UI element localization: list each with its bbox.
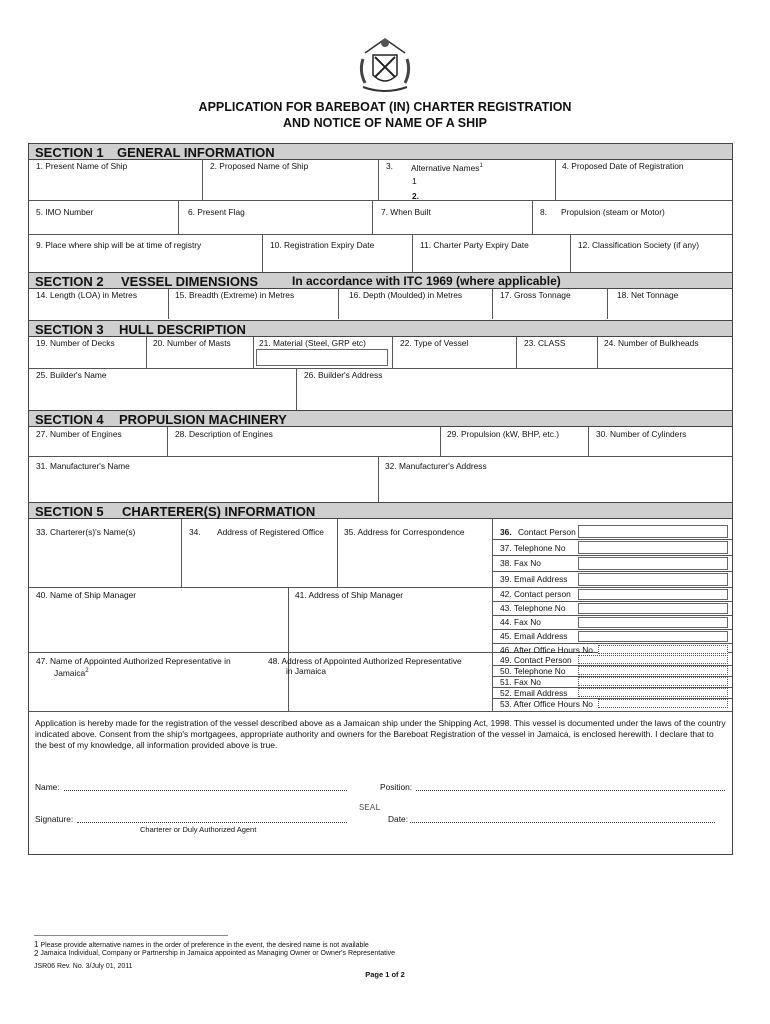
- field-47-label: 47. Name of Appointed Authorized Representative in Jamaica$^2$: [36, 656, 231, 678]
- rep-email-input[interactable]: [578, 688, 728, 697]
- alt-name-1: 1: [412, 176, 417, 186]
- footnote-2: 2 Jamaica Individual, Company or Partnership in Jamaica appointed as Managing Owner or Owner's Representative: [34, 949, 396, 958]
- field-35-label: 35. Address for Correspondence: [344, 527, 465, 537]
- agent-caption: Charterer or Duly Authorized Agent: [140, 825, 257, 834]
- field-25-label: 25. Builder's Name: [36, 370, 107, 380]
- field-52-label: 52. Email Address: [500, 688, 568, 698]
- field-45-label: 45. Email Address: [500, 631, 568, 641]
- field-41-label: 41. Address of Ship Manager: [295, 590, 404, 600]
- form-title-line1: APPLICATION FOR BAREBOAT (IN) CHARTER REGISTRATION: [198, 100, 572, 114]
- name-input[interactable]: [64, 781, 347, 791]
- field-49-label: 49. Contact Person: [500, 655, 572, 665]
- contact-person-input[interactable]: [578, 525, 728, 538]
- section3-header: [29, 320, 732, 337]
- section1-number: SECTION 1: [35, 145, 104, 160]
- footnote-rule: [34, 935, 228, 936]
- section2-note: In accordance with ITC 1969 (where applicable): [292, 274, 561, 288]
- date-label: Date:: [388, 814, 409, 824]
- alt-name-2: 2.: [412, 191, 419, 201]
- field-15-label: 15. Breadth (Extreme) in Metres: [175, 290, 295, 300]
- position-input[interactable]: [416, 781, 725, 791]
- field-39-label: 39. Email Address: [500, 574, 568, 584]
- rep-telephone-input[interactable]: [578, 666, 728, 675]
- field-1-label: 1. Present Name of Ship: [36, 161, 128, 171]
- signature-label: Signature:: [35, 814, 74, 824]
- field-26-label: 26. Builder's Address: [304, 370, 383, 380]
- field-20-label: 20. Number of Masts: [153, 338, 231, 348]
- footnote-1: 1 Please provide alternative names in the order of preference in the event, the desired name is not available: [34, 940, 369, 949]
- field-34-label: 34.: [189, 527, 201, 537]
- field-36-text: Contact Person: [518, 527, 576, 537]
- field-37-label: 37. Telephone No: [500, 543, 566, 553]
- field-30-label: 30. Number of Cylinders: [596, 429, 687, 439]
- field-17-label: 17. Gross Tonnage: [500, 290, 571, 300]
- revision-note: JSR06 Rev. No. 3/July 01, 2011: [34, 963, 133, 970]
- section2-number: SECTION 2: [35, 274, 104, 289]
- field-34-text: Address of Registered Office: [217, 527, 324, 537]
- field-9-label: 9. Place where ship will be at time of registry: [36, 240, 202, 250]
- form-title-line2: AND NOTICE OF NAME OF A SHIP: [283, 116, 487, 130]
- field-4-label: 4. Proposed Date of Registration: [562, 161, 684, 171]
- field-28-label: 28. Description of Engines: [175, 429, 273, 439]
- section3-title: HULL DESCRIPTION: [119, 322, 246, 337]
- field-27-label: 27. Number of Engines: [36, 429, 122, 439]
- signature-input[interactable]: [77, 813, 347, 823]
- manager-fax-input[interactable]: [578, 617, 728, 628]
- field-43-label: 43. Telephone No: [500, 603, 566, 613]
- field-8-label: 8.: [540, 207, 547, 217]
- section1-title: GENERAL INFORMATION: [117, 145, 275, 160]
- field-46-label: 46. After Office Hours No: [500, 645, 593, 655]
- field-3-alt-label: Alternative Names$^1$: [411, 162, 483, 173]
- section5-title: CHARTERER(S) INFORMATION: [122, 504, 316, 519]
- field-22-label: 22. Type of Vessel: [400, 338, 469, 348]
- field-19-label: 19. Number of Decks: [36, 338, 115, 348]
- telephone-input[interactable]: [578, 541, 728, 554]
- field-48-label: 48. Address of Appointed Authorized Representative in Jamaica: [268, 656, 462, 676]
- section4-title: PROPULSION MACHINERY: [119, 412, 287, 427]
- field-10-label: 10. Registration Expiry Date: [270, 240, 375, 250]
- field-24-label: 24. Number of Bulkheads: [604, 338, 699, 348]
- name-label: Name:: [35, 782, 60, 792]
- seal-text: SEAL: [359, 803, 381, 813]
- field-31-label: 31. Manufacturer's Name: [36, 461, 130, 471]
- section1-header: [29, 143, 732, 160]
- manager-telephone-input[interactable]: [578, 603, 728, 614]
- field-29-label: 29. Propulsion (kW, BHP, etc.): [447, 429, 560, 439]
- field-18-label: 18. Net Tonnage: [617, 290, 679, 300]
- field-36-label: 36.: [500, 527, 512, 537]
- manager-email-input[interactable]: [578, 631, 728, 642]
- field-42-label: 42. Contact person: [500, 589, 571, 599]
- section3-number: SECTION 3: [35, 322, 104, 337]
- rep-fax-input[interactable]: [578, 677, 728, 686]
- section2-title: VESSEL DIMENSIONS: [121, 274, 259, 289]
- field-3-label: 3.: [386, 161, 393, 171]
- field-2-label: 2. Proposed Name of Ship: [210, 161, 309, 171]
- rep-contact-input[interactable]: [578, 655, 728, 664]
- field-5-label: 5. IMO Number: [36, 207, 94, 217]
- field-50-label: 50. Telephone No: [500, 666, 566, 676]
- field-44-label: 44. Fax No: [500, 617, 541, 627]
- section5-number: SECTION 5: [35, 504, 104, 519]
- field-14-label: 14. Length (LOA) in Metres: [36, 290, 138, 300]
- field-38-label: 38. Fax No: [500, 558, 541, 568]
- coat-of-arms: [355, 33, 415, 95]
- field-12-label: 12. Classification Society (if any): [578, 240, 700, 250]
- fax-input[interactable]: [578, 557, 728, 570]
- field-40-label: 40. Name of Ship Manager: [36, 590, 137, 600]
- manager-contact-input[interactable]: [578, 589, 728, 600]
- page-number: Page 1 of 2: [365, 970, 405, 979]
- section2-header: [29, 272, 732, 289]
- field-7-label: 7. When Built: [381, 207, 431, 217]
- field-33-label: 33. Charterer(s)'s Name(s): [36, 527, 136, 537]
- declaration-text: Application is hereby made for the registration of the vessel described above as a Jamaican ship under the Shipping Act, 1998. This vessel is documented under the laws of the country indicated above. Consent from the ship's mortgagees, appropriate authority and owners for the Bareboat Registration of the vessel in Jamaica, is enclosed herewith. I declare that to the best of my knowledge, all information provided above is true.: [35, 718, 726, 750]
- field-8-text: Propulsion (steam or Motor): [561, 207, 665, 217]
- field-32-label: 32. Manufacturer's Address: [385, 461, 487, 471]
- section4-number: SECTION 4: [35, 412, 104, 427]
- field-11-label: 11. Charter Party Expiry Date: [420, 240, 529, 250]
- field-53-label: 53. After Office Hours No: [500, 699, 593, 709]
- field-21-input[interactable]: [256, 349, 388, 366]
- section4-header: [29, 410, 732, 427]
- email-input[interactable]: [578, 573, 728, 586]
- section5-header: [29, 502, 732, 519]
- field-51-label: 51. Fax No: [500, 677, 541, 687]
- field-21-label: 21. Material (Steel, GRP etc): [259, 338, 366, 348]
- field-16-label: 16. Depth (Moulded) in Metres: [349, 290, 463, 300]
- manager-after-hours-input[interactable]: [598, 645, 728, 654]
- field-23-label: 23. CLASS: [524, 338, 566, 348]
- position-label: Position:: [380, 782, 413, 792]
- date-input[interactable]: [410, 813, 715, 823]
- rep-after-hours-input[interactable]: [598, 699, 728, 708]
- field-6-label: 6. Present Flag: [188, 207, 245, 217]
